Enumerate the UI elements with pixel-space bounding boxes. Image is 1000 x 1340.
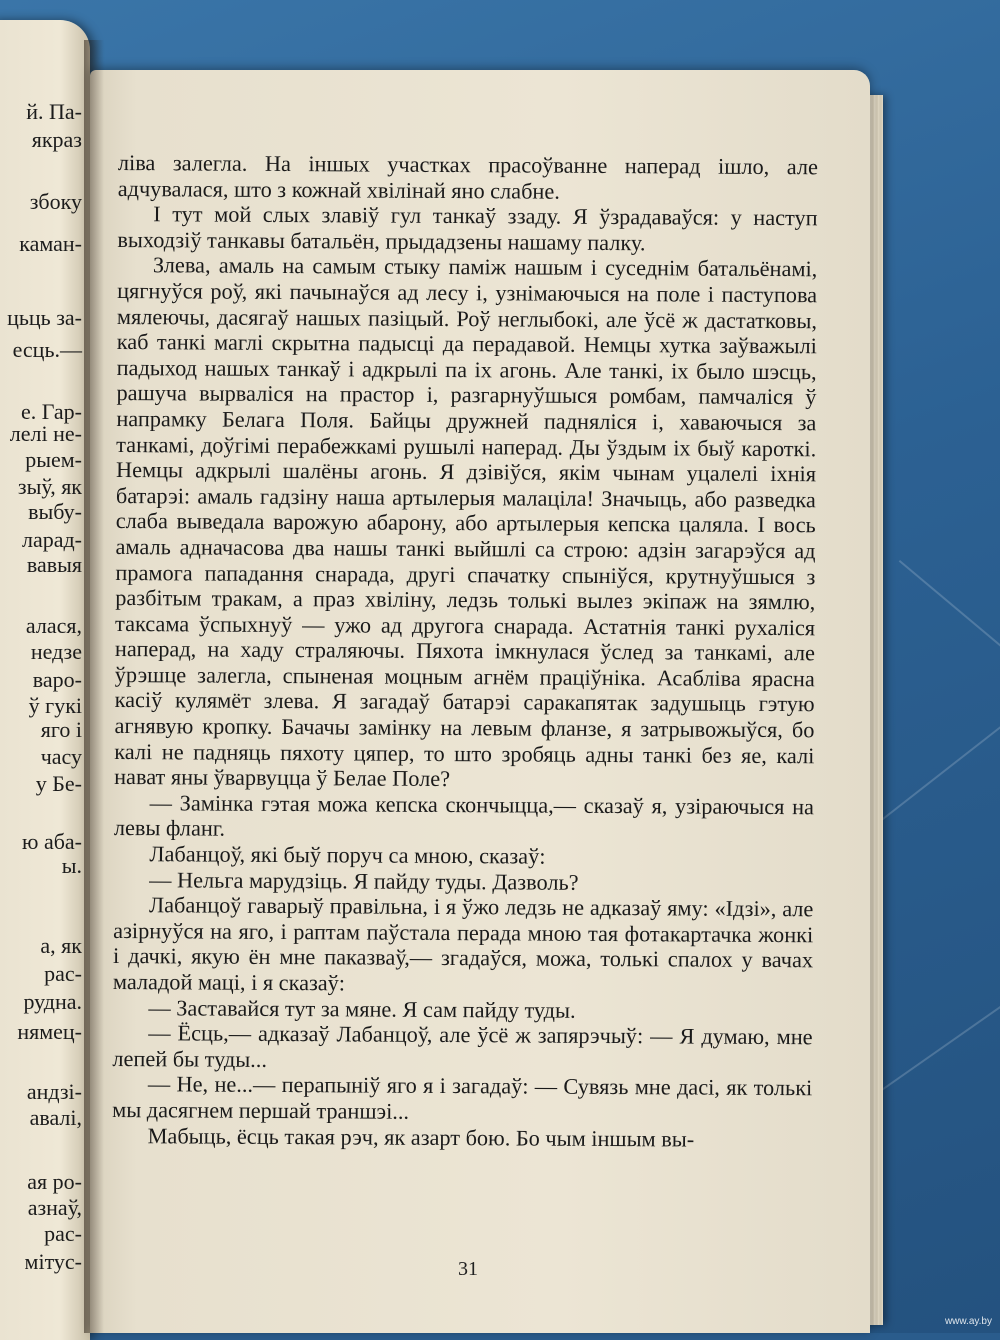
paragraph: — Не, не...— перапыніў яго я і загадаў: — Сувязь мне дасі, як толькі мы дасягнем першай траншэі... <box>112 1071 813 1124</box>
left-page-fragment: ы. <box>61 853 82 878</box>
paragraph: Злева, амаль на самым стыку паміж нашым і суседнім батальёнамі, цягнуўся роў, які пачынаўся ад лесу і, узнімаючыся на поле і паступова мялеючы, дасягаў нашых пазіцый. Роў неглыбокі, але ўсё ж дастатковы, каб танкі маглі скрытна падысці да перадавой. Немцы хутка заўважылі падыход нашых танкаў і адкрылі па іх агонь. Але танкі, іх было шэсць, рашуча вырваліся на прастор і, разгарнуўшыся ромбам, памчаліся ў напрамку Белага Поля. Байцы дружней падняліся і, хаваючыся за танкамі, доўгімі перабежкамі рушылі наперад. Ды ўздым іх быў кароткі. Немцы адкрылі шалёны агонь. Я дзівіўся, якім чынам уцалелі іхнія батарэі: амаль гадзіну наша артылерыя малаціла! Значыць, або разведка слаба выведала варожую абарону, або артылерыя кепска цаляла. І вось амаль адначасова два нашы танкі выйшлі са строю: адзін загарэўся ад прамога пападання снарада, другі спачатку спыніўся, крутнуўшыся з разбітым тракам, а праз хвіліну, ледзь толькі вылез экіпаж на зямлю, таксама ўспыхнуў — ужо ад другога снарада. Астатнія танкі рухаліся наперад, на хаду страляючы. Пяхота імкнулася ўслед за танкамі, але ўрэшце залегла, спыненая моцным агнём праціўніка. Асабліва ярасна касіў кулямёт злева. Я загадаў батарэі саракапятак задушыць гэтую агнявую кропку. Бачачы замінку на левым фланзе, я затрывожыўся, бо калі не падняць пяхоту цяпер, то што зробяць адны танкі без яе, калі нават яны ўварвуцца ў Белае Поле? <box>114 252 818 792</box>
left-page-fragment: нямец- <box>17 1019 82 1044</box>
left-page-fragment: мітус- <box>24 1249 82 1274</box>
left-page-fragment: выбу- <box>28 499 82 524</box>
left-page-fragment: рыем- <box>25 447 82 472</box>
left-page-fragment: лелі не- <box>9 421 82 446</box>
left-page-fragment: яго і <box>40 717 82 742</box>
surface-line <box>880 697 1000 822</box>
left-page-fragment: авалі, <box>29 1105 82 1130</box>
paragraph: І тут мой слых злавіў гул танкаў ззаду. Я ўзрадаваўся: у наступ выходзіў танкавы батальён, прыдадзены нашаму палку. <box>117 201 818 256</box>
left-page-fragment: варо- <box>32 667 82 692</box>
paragraph: Мабыць, ёсць такая рэч, як азарт бою. Бо чым іншым вы- <box>147 1122 695 1152</box>
left-page-fragment: збоку <box>29 189 82 214</box>
watermark: www.ay.by <box>944 1316 992 1327</box>
left-page-fragment: часу <box>40 744 82 769</box>
left-page-fragment: алася, <box>25 613 82 638</box>
paragraph: Лабанцоў гаварыў правільна, і я ўжо ледзь не адказаў яму: «Ідзі», але азірнуўся на яго, і раптам паўстала перада мною тая фотакартачка жонкі і дачкі, якую ён мне паказваў,— згадаўся, можа, толькі спалох у вачах маладой маці, і я сказаў: <box>112 892 814 996</box>
left-page-fragment: зыў, як <box>17 474 82 499</box>
left-page-fragment: рудна. <box>23 989 82 1014</box>
left-page-fragment: е. Гар- <box>20 399 82 424</box>
left-page-fragment: й. Па- <box>26 99 82 124</box>
left-page-fragment: вавыя <box>26 552 82 577</box>
left-page-fragment: ю аба- <box>22 829 82 854</box>
paragraph: — Замінка гэтая можа кепска скончыцца,— сказаў я, узіраючыся на левы фланг. <box>113 790 815 842</box>
left-page-fragment: а, як <box>40 933 82 958</box>
left-page-fragment: ая ро- <box>27 1169 82 1194</box>
left-page <box>0 20 90 1340</box>
page-number: 31 <box>458 1258 478 1280</box>
left-page-fragment: якраз <box>31 127 82 152</box>
page-text <box>112 150 818 1152</box>
left-page-fragment: есць.— <box>12 337 82 362</box>
paragraph: — Ёсць,— адказаў Лабанцоў, але ўсё ж запярэчыў: — Я думаю, мне лепей бы туды... <box>112 1020 813 1072</box>
left-page-fragment: каман- <box>19 231 82 256</box>
paragraph: ліва залегла. На іншых участках прасоўванне наперад ішло, але адчувалася, што з кожнай хвілінай яно слабне. <box>117 150 818 204</box>
paragraph: — Нельга марудзіць. Я пайду туды. Дазволь? <box>149 866 579 895</box>
paragraph: Лабанцоў, які быў поруч са мною, сказаў: <box>149 841 546 869</box>
left-page-fragment: азнаў, <box>27 1195 82 1220</box>
left-page-fragment: ларад- <box>21 527 82 552</box>
left-page-fragment: недзе <box>30 639 82 664</box>
left-page-fragment: андзі- <box>26 1079 82 1104</box>
spine-shadow <box>84 40 104 1333</box>
surface-line <box>880 998 1000 1091</box>
left-page-fragment: у Бе- <box>35 771 82 796</box>
left-page-fragment: рас- <box>44 1221 82 1246</box>
paragraph: — Заставайся тут за мяне. Я сам пайду туды. <box>148 994 576 1023</box>
left-page-fragment: рас- <box>44 961 82 986</box>
surface-line <box>899 560 1000 652</box>
left-page-fragment: ў гукі <box>28 693 82 718</box>
left-page-fragment: цьць за- <box>7 305 82 330</box>
